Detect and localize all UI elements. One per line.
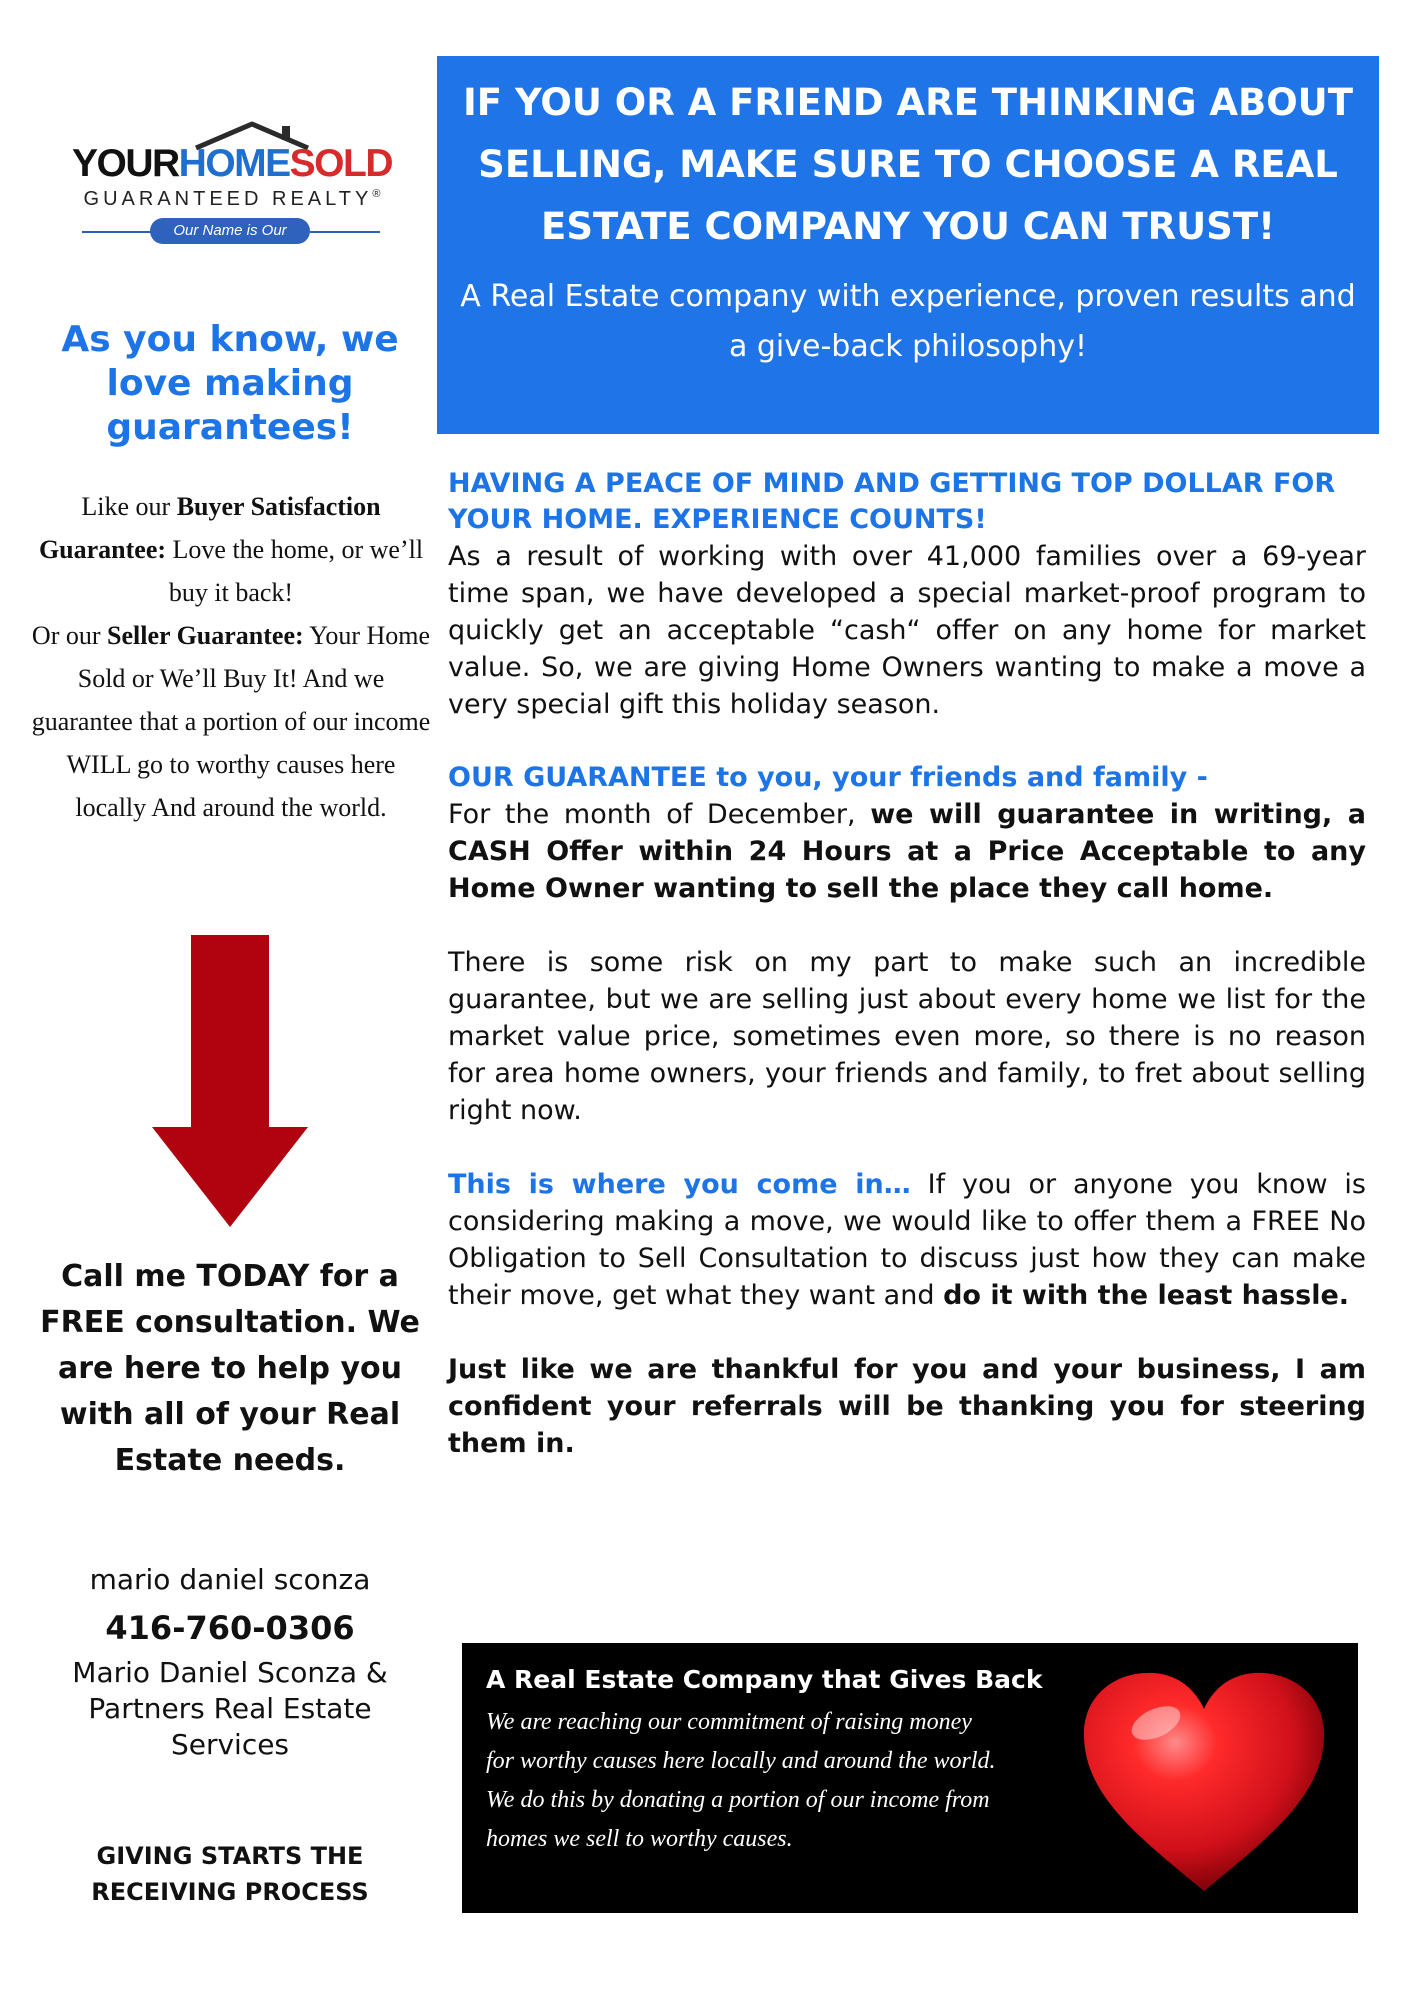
logo-word-sold: SOLD bbox=[289, 142, 393, 185]
seller-guarantee-text bbox=[30, 614, 432, 829]
section-heading-experience: HAVING A PEACE OF MIND AND GETTING TOP DOLLAR FOR YOUR HOME. EXPERIENCE COUNTS! bbox=[448, 468, 1336, 535]
logo-wordmark bbox=[52, 142, 412, 186]
text-fragment: Like our bbox=[81, 492, 177, 521]
thank-you-text: Just like we are thankful for you and your business, I am confident your referrals will be thanking you for steering them in. bbox=[448, 1354, 1366, 1459]
call-to-action: Call me TODAY for a FREE consultation. We are here to help you with all of your Real Estate needs. bbox=[40, 1259, 420, 1478]
referral-lead: This is where you come in… bbox=[448, 1169, 911, 1200]
section-heading-guarantee: OUR GUARANTEE to you, your friends and family - bbox=[448, 762, 1208, 793]
logo-subtitle bbox=[52, 188, 412, 211]
motto: GIVING STARTS THE RECEIVING PROCESS bbox=[91, 1842, 369, 1906]
give-back-box bbox=[462, 1643, 1358, 1913]
banner-subtitle: A Real Estate company with experience, proven results and a give-back philosophy! bbox=[460, 279, 1356, 364]
text-fragment: Or our bbox=[31, 621, 108, 650]
guarantee-offer-text: we will guarantee in writing, a CASH Offer within 24 Hours at a Price Acceptable to any Home Owner wanting to sell the place they call home. bbox=[448, 799, 1366, 904]
logo-word-your: YOUR bbox=[71, 142, 179, 185]
agent-name: mario daniel sconza bbox=[89, 1563, 371, 1596]
main-content bbox=[448, 466, 1366, 1462]
left-heading: As you know, we love making guarantees! bbox=[61, 319, 399, 448]
guarantee-paragraph bbox=[448, 796, 1366, 907]
logo-rule-left bbox=[82, 231, 152, 233]
agent-phone[interactable]: 416-760-0306 bbox=[105, 1609, 355, 1647]
buyer-guarantee-text bbox=[30, 485, 432, 614]
company-logo bbox=[52, 120, 412, 265]
least-hassle-text: do it with the least hassle. bbox=[943, 1280, 1350, 1311]
thank-you-paragraph bbox=[448, 1351, 1366, 1462]
referral-paragraph bbox=[448, 1166, 1366, 1314]
guarantees-description bbox=[30, 485, 432, 829]
text-fragment: If you or anyone you know is considering making a move, we would like to offer them a FREE No Obligation to Sell Consultation to discuss just how they can make their move, get what they want and bbox=[448, 1169, 1366, 1311]
experience-paragraph: As a result of working with over 41,000 families over a 69-year time span, we have developed a special market-proof program to quickly get an acceptable “cash“ offer on any home for market value. So, we are giving Home Owners wanting to make a move a very special gift this holiday season. bbox=[448, 541, 1366, 720]
logo-tagline: Our Name is Our Promise bbox=[150, 218, 310, 244]
give-back-title: A Real Estate Company that Gives Back bbox=[486, 1665, 1043, 1694]
down-arrow-icon bbox=[152, 935, 308, 1227]
logo-word-home: HOME bbox=[178, 142, 290, 185]
text-fragment: Love the home, or we’ll buy it back! bbox=[166, 535, 424, 607]
text-fragment: For the month of December, bbox=[448, 799, 871, 830]
agent-company: Mario Daniel Sconza & Partners Real Estate Services bbox=[72, 1656, 388, 1761]
header-banner bbox=[437, 56, 1379, 434]
heart-icon bbox=[1076, 1665, 1332, 1897]
risk-paragraph: There is some risk on my part to make such an incredible guarantee, but we are selling just about every home we list for the market value price, sometimes even more, so there is no reason for area home owners, your friends and family, to fret about selling right now. bbox=[448, 947, 1366, 1126]
banner-title: IF YOU OR A FRIEND ARE THINKING ABOUT SELLING, MAKE SURE TO CHOOSE A REAL ESTATE COMPANY YOU CAN TRUST! bbox=[463, 81, 1353, 248]
logo-subtitle-text: GUARANTEED REALTY bbox=[83, 188, 373, 210]
buyer-guarantee-label: Buyer Satisfaction Guarantee: bbox=[38, 492, 381, 564]
seller-guarantee-label: Seller Guarantee: bbox=[107, 621, 304, 650]
registered-mark: ® bbox=[372, 188, 381, 200]
give-back-body: We are reaching our commitment of raising money for worthy causes here locally and around the world. We do this by donating a portion of our income from homes we sell to worthy causes. bbox=[486, 1709, 996, 1852]
text-fragment: Your Home Sold or We’ll Buy It! And we guarantee that a portion of our income WILL go to worthy causes here locally And around the world. bbox=[31, 621, 431, 822]
logo-rule-right bbox=[310, 231, 380, 233]
